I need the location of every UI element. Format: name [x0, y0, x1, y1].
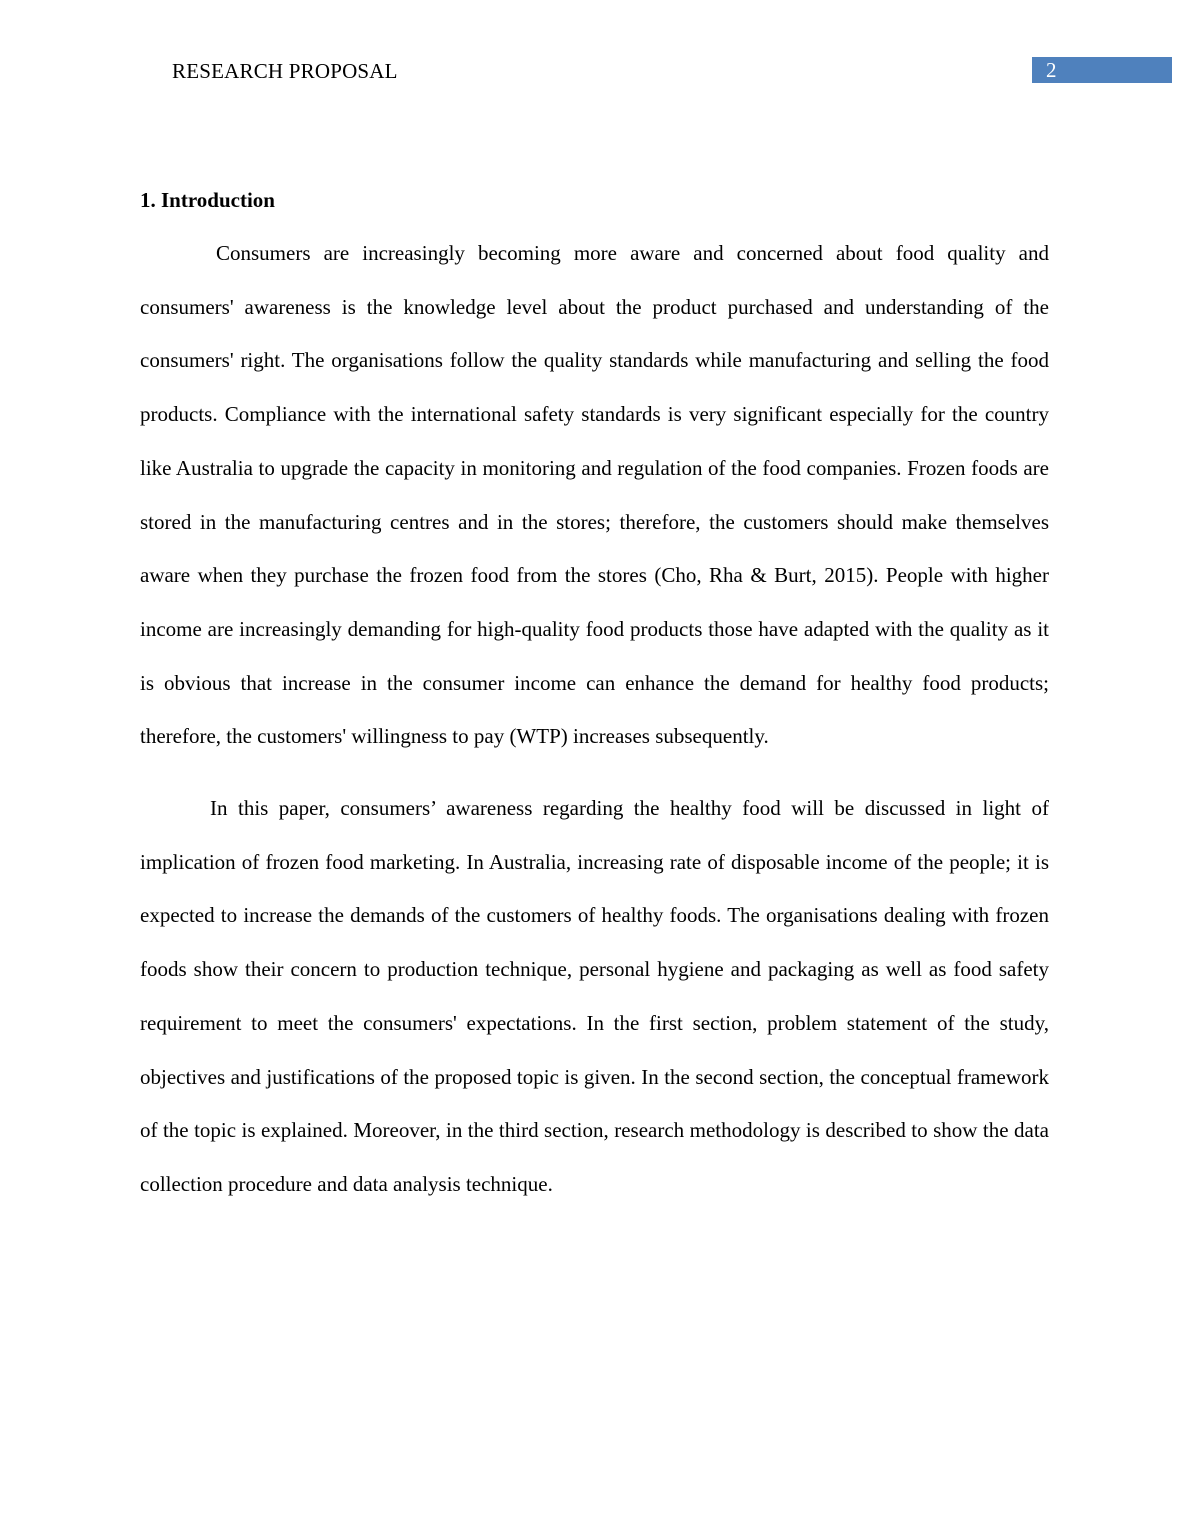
page-number: 2 [1046, 58, 1057, 82]
page-number-box [1032, 57, 1172, 83]
body-paragraph-2: In this paper, consumers’ awareness regarding the healthy food will be discussed in light of implication of frozen food marketing. In Australia, increasing rate of disposable income of the people; it is expected to increase the demands of the customers of healthy foods. The organisations dealing with frozen foods show their concern to production technique, personal hygiene and packaging as well as food safety requirement to meet the consumers' expectations. In the first section, problem statement of the study, objectives and justifications of the proposed topic is given. In the second section, the conceptual framework of the topic is explained. Moreover, in the third section, research methodology is described to show the data collection procedure and data analysis technique. [140, 796, 1049, 1196]
document-body [140, 181, 1049, 1212]
running-head: RESEARCH PROPOSAL [172, 59, 398, 83]
section-heading: 1. Introduction [140, 188, 275, 212]
body-paragraph-1: Consumers are increasingly becoming more aware and concerned about food quality and consumers' awareness is the knowledge level about the product purchased and understanding of the consumers' right. The organisations follow the quality standards while manufacturing and selling the food products. Compliance with the international safety standards is very significant especially for the country like Australia to upgrade the capacity in monitoring and regulation of the food companies. Frozen foods are stored in the manufacturing centres and in the stores; therefore, the customers should make themselves aware when they purchase the frozen food from the stores (Cho, Rha & Burt, 2015). People with higher income are increasingly demanding for high-quality food products those have adapted with the quality as it is obvious that increase in the consumer income can enhance the demand for healthy food products; therefore, the customers' willingness to pay (WTP) increases subsequently. [140, 241, 1049, 749]
